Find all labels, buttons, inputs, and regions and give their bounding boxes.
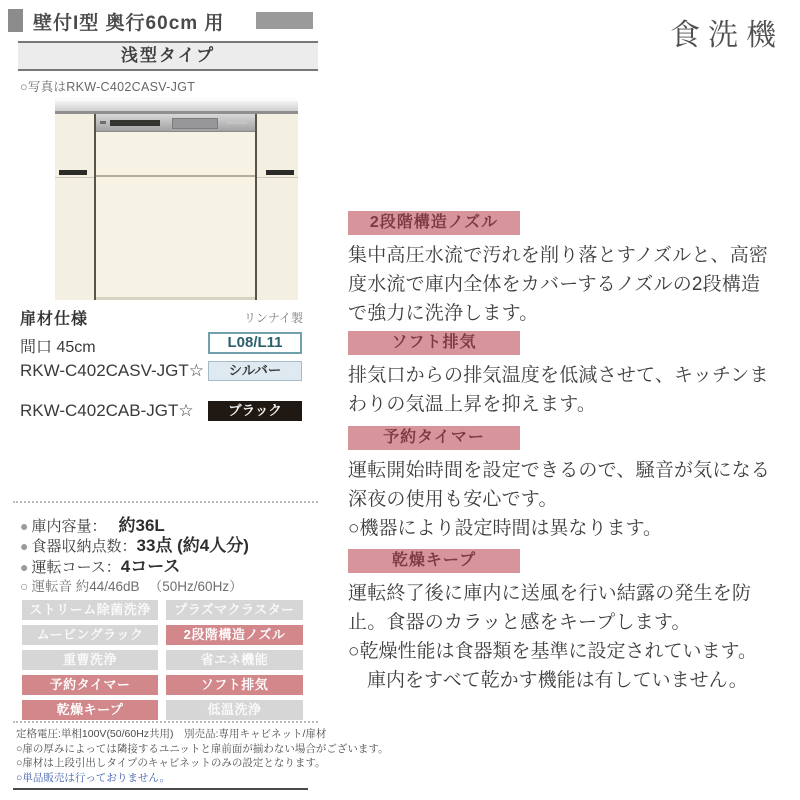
- feature-tag-grid: [22, 600, 303, 720]
- cabinet: [55, 114, 298, 300]
- page-title: 食洗機: [670, 19, 784, 52]
- section-note-continued: 庫内をすべて乾かす機能は有していません。: [367, 670, 748, 691]
- model-number-black: RKW-C402CAB-JGT☆: [20, 401, 194, 420]
- feature-tag-active: ソフト排気: [166, 675, 303, 695]
- cabinet-left-panel: [55, 114, 96, 300]
- section-badge: 予約タイマー: [348, 426, 520, 450]
- section-body: 集中高圧水流で汚れを削り落とすノズルと、高密度水流で庫内全体をカバーするノズルの2段構造で強力に洗浄します。: [348, 245, 769, 324]
- spec-courses: ● 運転コース：4コース: [20, 557, 181, 576]
- section-badge: 乾燥キープ: [348, 549, 520, 573]
- feature-tag-active: 予約タイマー: [22, 675, 158, 695]
- dishwasher-control-panel: [96, 114, 255, 132]
- photo-caption: ○写真はRKW-C402CASV-JGT: [20, 80, 196, 94]
- opening-width-label: 間口 45cm: [20, 339, 96, 356]
- feature-tag-active: 乾燥キープ: [22, 700, 158, 720]
- type-banner: 浅型タイプ: [18, 41, 318, 71]
- feature-tag: 省エネ機能: [166, 650, 303, 670]
- footnote-rating: 定格電圧:単相100V(50/60Hz共用) 別売品:専用キャビネット/扉材: [16, 728, 327, 740]
- bullet-icon: ●: [20, 538, 29, 554]
- feature-section-dry-keep: [348, 549, 772, 695]
- spec-noise: ○ 運転音 約44/46dB （50Hz/60Hz）: [20, 578, 243, 594]
- feature-tag: 低温洗浄: [166, 700, 303, 720]
- circle-outline-icon: ○: [20, 578, 29, 594]
- countertop: [55, 101, 298, 111]
- panel-handle: [59, 170, 87, 175]
- feature-tag: ムービングラック: [22, 625, 158, 645]
- header-square-marker-icon: [8, 9, 23, 32]
- brand-logo-mark: [100, 121, 106, 124]
- feature-tag: ストリーム除菌洗浄: [22, 600, 158, 620]
- footnote-door-thickness: ○扉の厚みによっては隣接するユニットと扉前面が揃わない場合がございます。: [16, 742, 389, 755]
- cabinet-right-panel: [255, 114, 298, 300]
- door-spec-heading: 扉材仕様: [20, 311, 89, 328]
- section-body: 排気口からの排気温度を低減させて、キッチンまわりの気温上昇を抑えます。: [348, 365, 769, 415]
- bullet-icon: ●: [20, 518, 29, 534]
- footnote-no-single-sale: ○単品販売は行っておりません。: [16, 771, 170, 784]
- panel-handle: [266, 170, 294, 175]
- footnotes: [16, 727, 389, 785]
- feature-tag-active: 2段階構造ノズル: [166, 625, 303, 645]
- header-bar-decoration: [256, 12, 313, 29]
- feature-section-timer: [348, 426, 772, 543]
- silver-color-badge: シルバー: [208, 361, 302, 381]
- section-badge: ソフト排気: [348, 331, 520, 355]
- section-note: ○乾燥性能は食器類を基準に設定されています。: [348, 641, 757, 662]
- feature-section-nozzle: [348, 211, 772, 328]
- spec-dish-count: ● 食器収納点数：33点 (約4人分): [20, 536, 249, 555]
- door-seam: [96, 175, 255, 177]
- panel-groove: [55, 177, 94, 178]
- control-display: [110, 120, 160, 126]
- feature-section-soft-exhaust: [348, 331, 772, 419]
- left-column-header: [8, 8, 320, 34]
- dotted-separator-top: [13, 501, 318, 503]
- door-code-badge: L08/L11: [208, 332, 302, 354]
- installation-type-title: 壁付I型 奥行60cm 用: [33, 13, 225, 34]
- section-note: ○機器により設定時間は異なります。: [348, 518, 662, 539]
- section-body: 運転終了後に庫内に送風を行い結露の発生を防止。食器のカラッと感をキープします。: [348, 583, 752, 633]
- feature-tag: プラズマクラスター: [166, 600, 303, 620]
- control-label-mark: [227, 121, 247, 124]
- bottom-rule: [13, 788, 308, 790]
- door-spec-header: [20, 306, 303, 329]
- section-body: 運転開始時間を設定できるので、騒音が気になる深夜の使用も安心です。: [348, 460, 771, 510]
- bullet-icon: ●: [20, 559, 29, 575]
- section-badge: 2段階構造ノズル: [348, 211, 520, 235]
- black-color-badge: ブラック: [208, 401, 302, 421]
- dishwasher-unit: [96, 114, 255, 300]
- dotted-separator-bottom: [13, 721, 318, 723]
- panel-groove: [257, 177, 298, 178]
- maker-label: リンナイ製: [243, 311, 303, 325]
- spec-capacity: ● 庫内容量： 約36L: [20, 516, 165, 535]
- feature-tag: 重曹洗浄: [22, 650, 158, 670]
- product-photo: [55, 98, 298, 300]
- footnote-door-material: ○扉材は上段引出しタイプのキャビネットのみの設定となります。: [16, 757, 326, 769]
- model-number-silver: RKW-C402CASV-JGT☆: [20, 361, 205, 380]
- control-buttons: [172, 118, 218, 129]
